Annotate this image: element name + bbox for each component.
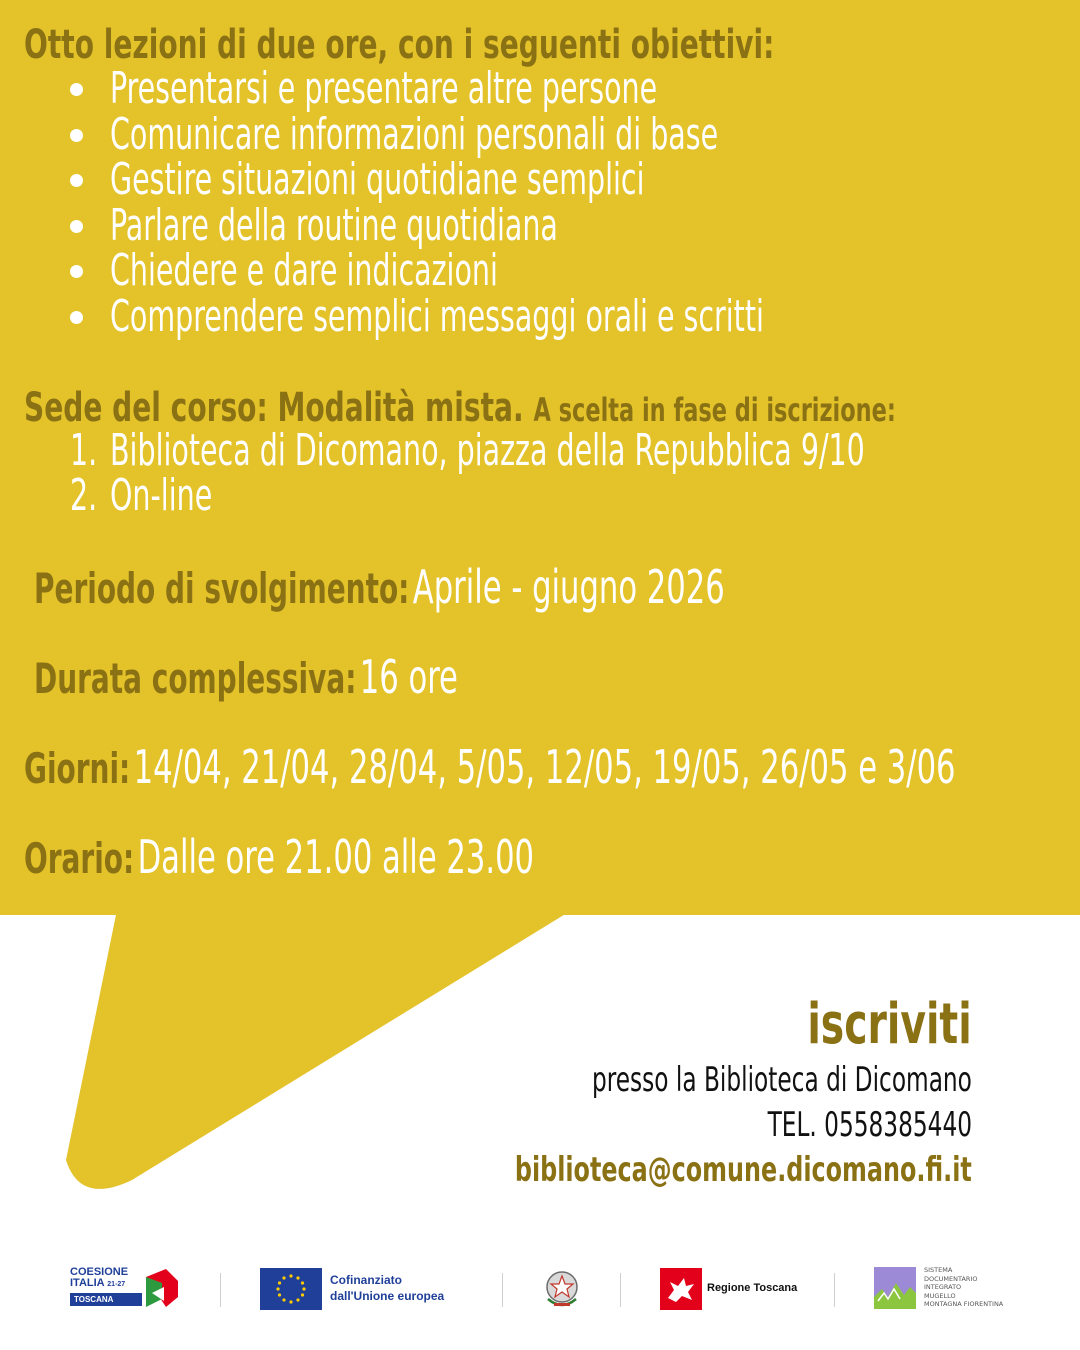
bullet-icon xyxy=(70,265,83,278)
orario-row xyxy=(24,830,534,884)
coesione-italia-logo: COESIONE ITALIA 21-27 TOSCANA xyxy=(70,1255,185,1325)
mountains-icon xyxy=(874,1267,916,1309)
sede-note: A scelta in fase di iscrizione: xyxy=(533,391,896,429)
pegasus-icon xyxy=(660,1268,702,1310)
durata-label: Durata complessiva: xyxy=(34,654,357,703)
contact-where: presso la Biblioteca di Dicomano xyxy=(592,1060,972,1100)
regione-toscana-logo: Regione Toscana xyxy=(660,1255,800,1325)
contact-email-link[interactable]: biblioteca@comune.dicomano.fi.it xyxy=(515,1150,972,1190)
bullet-icon xyxy=(70,174,83,187)
republic-emblem-icon xyxy=(542,1267,582,1311)
periodo-row xyxy=(34,560,725,614)
orario-label: Orario: xyxy=(24,834,135,883)
giorni-value: 14/04, 21/04, 28/04, 5/05, 12/05, 19/05, 26/05 e 3/06 xyxy=(133,740,956,794)
durata-row xyxy=(34,650,458,704)
logo-separator xyxy=(502,1273,503,1307)
durata-value: 16 ore xyxy=(359,650,458,704)
logo-separator xyxy=(620,1273,621,1307)
bullet-icon xyxy=(70,83,83,96)
objectives-heading: Otto lezioni di due ore, con i seguenti obiettivi: xyxy=(24,22,775,68)
iscriviti-title: iscriviti xyxy=(807,992,972,1057)
eu-flag-icon xyxy=(260,1268,322,1310)
partner-logos-bar xyxy=(0,1255,1080,1325)
logo-separator xyxy=(834,1273,835,1307)
orario-value: Dalle ore 21.00 alle 23.00 xyxy=(137,830,535,884)
giorni-label: Giorni: xyxy=(24,744,131,793)
italian-republic-emblem xyxy=(540,1255,584,1325)
periodo-label: Periodo di svolgimento: xyxy=(34,564,410,613)
bullet-icon xyxy=(70,311,83,324)
bullet-icon xyxy=(70,220,83,233)
eu-cofinanced-logo: Cofinanziato dall'Unione europea xyxy=(260,1255,470,1325)
coesione-arrows-icon xyxy=(142,1267,182,1309)
logo-separator xyxy=(220,1273,221,1307)
sdiaf-logo: SISTEMA DOCUMENTARIO INTEGRATO MUGELLO MONTAGNA FIORENTINA xyxy=(874,1255,1024,1325)
contact-phone[interactable]: TEL. 0558385440 xyxy=(767,1105,972,1145)
giorni-row xyxy=(24,740,956,794)
sede-label: Sede del corso: Modalità mista. xyxy=(24,385,524,431)
periodo-value: Aprile - giugno 2026 xyxy=(412,560,725,614)
bullet-icon xyxy=(70,129,83,142)
